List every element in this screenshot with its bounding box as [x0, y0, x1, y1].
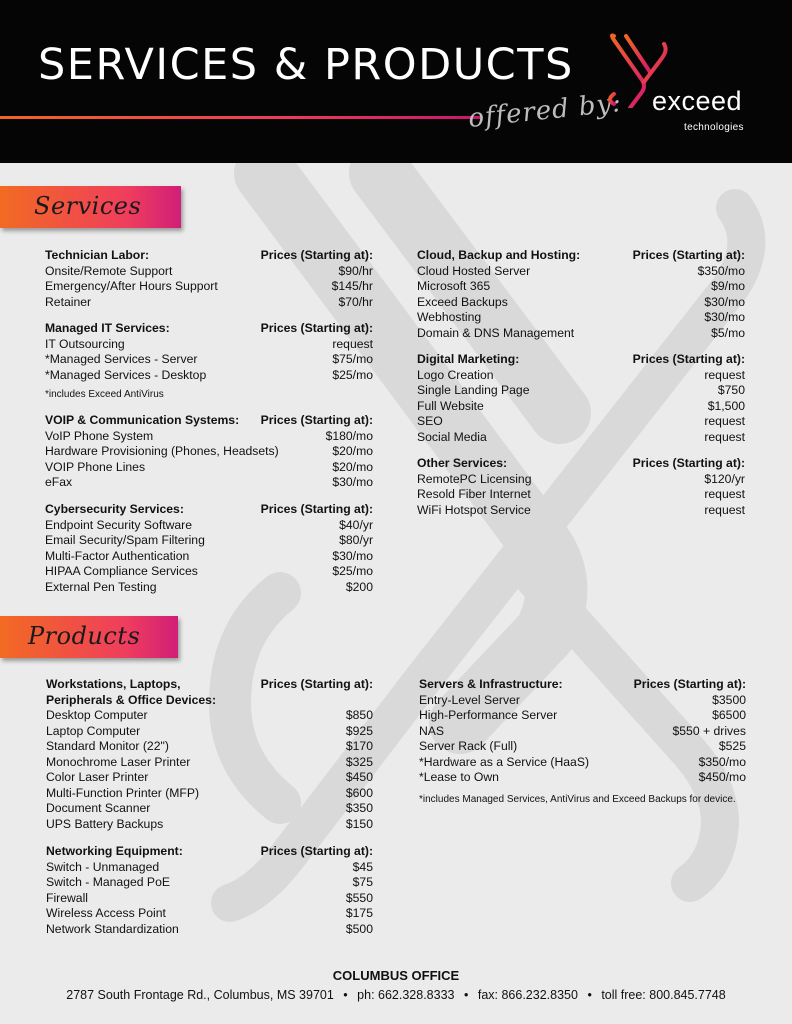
services-section-label: Services — [34, 192, 142, 220]
price-row — [46, 755, 373, 771]
item-price: $120/yr — [704, 471, 745, 486]
item-name: Hardware Provisioning (Phones, Headsets) — [45, 444, 279, 458]
item-price: request — [332, 336, 373, 351]
item-price: $450/mo — [698, 770, 746, 784]
office-title: COLUMBUS OFFICE — [332, 968, 460, 983]
item-price: $25/mo — [332, 367, 373, 382]
price-row — [46, 770, 373, 786]
item-price: $1,500 — [707, 398, 745, 413]
address: 2787 South Frontage Rd., Columbus, MS 39701 — [66, 988, 334, 1002]
category-title: Technician Labor: — [45, 248, 150, 262]
price-header: Prices (Starting at): — [260, 677, 373, 691]
price-header: Prices (Starting at): — [632, 456, 745, 470]
category-title: Networking Equipment: — [46, 844, 183, 858]
price-row — [46, 724, 373, 740]
item-name: Network Standardization — [46, 921, 179, 936]
category-title: Other Services: — [417, 456, 508, 470]
price-header: Prices (Starting at): — [260, 248, 373, 262]
item-name: Exceed Backups — [417, 294, 508, 309]
item-name: Entry-Level Server — [419, 692, 520, 707]
voip-block — [45, 413, 373, 491]
price-row — [417, 383, 745, 399]
contact-line — [0, 988, 792, 1002]
price-row — [46, 922, 373, 938]
price-row — [45, 564, 373, 580]
item-name: Domain & DNS Management — [417, 325, 575, 340]
price-row — [45, 444, 373, 460]
item-price: $600 — [345, 785, 373, 800]
technician-labor-block — [45, 248, 373, 310]
category-title: VOIP & Communication Systems: — [45, 413, 240, 427]
item-price: $40/yr — [339, 517, 373, 532]
item-name: Server Rack (Full) — [419, 739, 518, 753]
cybersecurity-block — [45, 502, 373, 595]
item-name: Multi-Factor Authentication — [45, 548, 190, 563]
item-price: $925 — [345, 723, 373, 738]
item-price: $350/mo — [698, 754, 746, 769]
offered-by-tagline: offered by: — [466, 88, 624, 134]
item-name: Endpoint Security Software — [45, 517, 193, 532]
item-price: $170 — [345, 739, 373, 753]
item-price: $150 — [345, 816, 373, 831]
category-title: Workstations, Laptops, — [46, 677, 181, 691]
price-row — [46, 891, 373, 907]
item-price: $145/hr — [331, 279, 373, 293]
item-price: $850 — [345, 708, 373, 722]
item-price: $75/mo — [332, 352, 373, 366]
price-row — [46, 860, 373, 876]
fax: fax: 866.232.8350 — [477, 988, 578, 1002]
category-title: Digital Marketing: — [417, 352, 520, 366]
price-row — [45, 429, 373, 445]
managed-it-block — [45, 321, 373, 403]
price-row — [45, 352, 373, 368]
price-header: Prices (Starting at): — [633, 677, 746, 691]
item-price: $9/mo — [711, 279, 745, 293]
item-price: $5/mo — [711, 325, 745, 340]
item-price: $525 — [718, 739, 746, 753]
item-price: $200 — [345, 579, 373, 594]
item-name: Full Website — [417, 398, 484, 413]
item-name: Switch - Managed PoE — [46, 875, 170, 889]
price-row — [417, 487, 745, 503]
item-name: Desktop Computer — [46, 708, 148, 722]
item-name: RemotePC Licensing — [417, 471, 532, 486]
price-row — [417, 472, 745, 488]
price-row — [417, 368, 745, 384]
price-row — [419, 724, 746, 740]
servers-block — [419, 677, 746, 807]
item-name: Retainer — [45, 294, 92, 309]
price-row — [417, 295, 745, 311]
item-name: Logo Creation — [417, 367, 494, 382]
price-row — [45, 475, 373, 491]
item-name: Onsite/Remote Support — [45, 263, 173, 278]
item-price: $45 — [352, 859, 373, 874]
item-name: VOIP Phone Lines — [45, 459, 146, 474]
price-row — [45, 580, 373, 596]
price-row — [45, 533, 373, 549]
footnote: *includes Managed Services, AntiVirus and Exceed Backups for device. — [419, 793, 736, 805]
price-row — [419, 693, 746, 709]
page-header — [0, 0, 792, 163]
item-price: $30/mo — [704, 294, 745, 309]
item-name: Social Media — [417, 429, 487, 444]
price-row — [46, 875, 373, 891]
item-price: $500 — [345, 921, 373, 936]
item-name: *Hardware as a Service (HaaS) — [419, 754, 590, 769]
item-price: $20/mo — [332, 444, 373, 458]
products-section-label: Products — [28, 622, 141, 650]
brand-subtitle: technologies — [684, 122, 744, 133]
item-price: $750 — [717, 383, 745, 397]
item-name: External Pen Testing — [45, 579, 157, 594]
item-name: Microsoft 365 — [417, 279, 491, 293]
item-price: $25/mo — [332, 564, 373, 578]
brand-name: exceed — [652, 86, 743, 116]
price-row — [46, 786, 373, 802]
item-price: request — [704, 367, 745, 382]
price-row — [417, 326, 745, 342]
item-name: WiFi Hotspot Service — [417, 502, 531, 517]
item-price: $20/mo — [332, 459, 373, 474]
price-row — [45, 368, 373, 384]
item-name: Email Security/Spam Filtering — [45, 533, 205, 547]
price-row — [419, 755, 746, 771]
item-name: eFax — [45, 475, 73, 489]
price-row — [417, 310, 745, 326]
item-name: NAS — [419, 723, 445, 738]
item-name: VoIP Phone System — [45, 428, 154, 443]
item-name: IT Outsourcing — [45, 336, 125, 351]
price-row — [45, 518, 373, 534]
item-name: High-Performance Server — [419, 708, 558, 722]
item-price: $90/hr — [338, 263, 373, 278]
price-header: Prices (Starting at): — [260, 413, 373, 427]
price-header: Prices (Starting at): — [260, 502, 373, 516]
products-section-tab — [0, 616, 178, 658]
item-price: request — [704, 414, 745, 428]
item-name: Resold Fiber Internet — [417, 487, 531, 501]
item-price: $450 — [345, 770, 373, 784]
digital-marketing-block — [417, 352, 745, 445]
price-row — [46, 801, 373, 817]
price-row — [46, 739, 373, 755]
separator: • — [343, 988, 348, 1002]
item-price: $550 + drives — [672, 723, 746, 738]
item-price: request — [704, 429, 745, 444]
price-row — [46, 906, 373, 922]
price-header: Prices (Starting at): — [260, 321, 373, 335]
price-row — [45, 460, 373, 476]
price-row — [46, 817, 373, 833]
footnote: *includes Exceed AntiVirus — [45, 389, 164, 400]
separator: • — [463, 988, 469, 1002]
item-price: $80/yr — [339, 533, 373, 547]
price-header: Prices (Starting at): — [632, 352, 745, 366]
price-row — [417, 264, 745, 280]
item-name: SEO — [417, 414, 443, 428]
cloud-hosting-block — [417, 248, 745, 341]
category-title: Cloud, Backup and Hosting: — [417, 248, 581, 262]
item-name: Wireless Access Point — [46, 906, 166, 920]
item-name: Multi-Function Printer (MFP) — [46, 785, 200, 800]
item-price: $175 — [345, 906, 373, 920]
other-services-block — [417, 456, 745, 518]
price-row — [46, 708, 373, 724]
category-title-line2: Peripherals & Office Devices: — [46, 692, 217, 707]
item-price: $75 — [352, 875, 373, 889]
item-price: $550 — [345, 890, 373, 905]
item-name: *Lease to Own — [419, 770, 499, 784]
category-title: Cybersecurity Services: — [45, 502, 184, 516]
price-row — [45, 264, 373, 280]
item-price: $70/hr — [338, 294, 373, 309]
item-price: $350 — [345, 801, 373, 815]
item-name: *Managed Services - Desktop — [45, 367, 207, 382]
item-name: Switch - Unmanaged — [46, 859, 160, 874]
item-name: Firewall — [46, 890, 88, 905]
item-name: Document Scanner — [46, 801, 151, 815]
item-price: $6500 — [712, 708, 746, 722]
category-title: Managed IT Services: — [45, 321, 170, 335]
item-name: Emergency/After Hours Support — [45, 279, 218, 293]
toll-free: toll free: 800.845.7748 — [601, 988, 726, 1002]
price-row — [45, 279, 373, 295]
item-price: $30/mo — [332, 475, 373, 489]
item-name: Standard Monitor (22") — [46, 739, 169, 753]
price-row — [45, 337, 373, 353]
separator: • — [587, 988, 592, 1002]
item-price: request — [704, 487, 745, 501]
page-title: SERVICES & PRODUCTS — [38, 40, 574, 90]
item-name: Monochrome Laser Printer — [46, 754, 191, 769]
item-price: $30/mo — [704, 310, 745, 324]
item-name: HIPAA Compliance Services — [45, 564, 198, 578]
price-row — [417, 414, 745, 430]
item-price: $325 — [345, 754, 373, 769]
networking-block — [46, 844, 373, 937]
price-header: Prices (Starting at): — [260, 844, 373, 858]
item-price: $180/mo — [325, 428, 373, 443]
item-name: Cloud Hosted Server — [417, 263, 531, 278]
item-name: *Managed Services - Server — [45, 352, 198, 366]
item-name: Webhosting — [417, 310, 482, 324]
price-row — [419, 770, 746, 786]
item-name: Color Laser Printer — [46, 770, 149, 784]
price-header: Prices (Starting at): — [632, 248, 745, 262]
item-price: $350/mo — [697, 263, 745, 278]
item-name: UPS Battery Backups — [46, 816, 164, 831]
price-row — [45, 295, 373, 311]
price-row — [419, 708, 746, 724]
item-price: $30/mo — [332, 548, 373, 563]
item-name: Single Landing Page — [417, 383, 530, 397]
price-row — [417, 399, 745, 415]
services-section-tab — [0, 186, 181, 228]
phone: ph: 662.328.8333 — [357, 988, 455, 1002]
item-price: $3500 — [712, 692, 746, 707]
price-row — [417, 430, 745, 446]
title-underline — [0, 116, 480, 119]
price-row — [419, 739, 746, 755]
item-price: request — [704, 502, 745, 517]
workstations-block — [46, 677, 373, 832]
price-row — [45, 549, 373, 565]
price-row — [417, 279, 745, 295]
category-title: Servers & Infrastructure: — [419, 677, 563, 691]
price-row — [417, 503, 745, 519]
item-name: Laptop Computer — [46, 723, 141, 738]
